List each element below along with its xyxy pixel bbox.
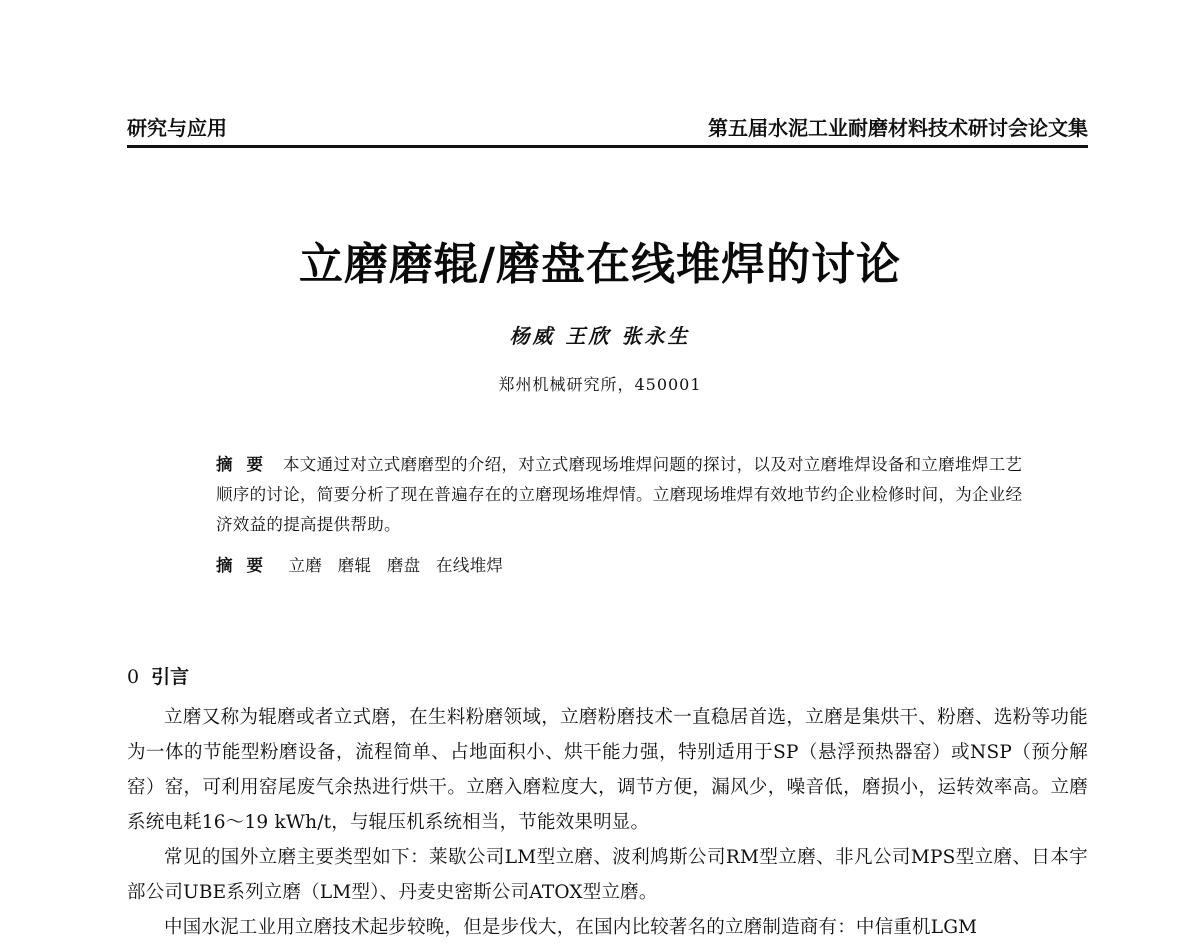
body-text [127,700,1088,945]
authors: 杨威 王欣 张永生 [509,324,691,348]
keyword: 磨盘 [386,556,421,575]
paper-title: 立磨磨辊/磨盘在线堆焊的讨论 [298,239,902,290]
section-heading [127,662,189,689]
abstract-label: 摘要 [216,455,277,474]
header-section-label: 研究与应用 [127,116,227,140]
keyword: 立磨 [288,556,323,575]
paragraph: 立磨又称为辊磨或者立式磨，在生料粉磨领域，立磨粉磨技术一直稳居首选，立磨是集烘干、粉磨、选粉等功能为一体的节能型粉磨设备，流程简单、占地面积小、烘干能力强，特别适用于SP（悬浮预热器窑）或NSP（预分解窑）窑，可利用窑尾废气余热进行烘干。立磨入磨粒度大，调节方便，漏风少，噪音低，磨损小，运转效率高。立磨系统电耗16～19 kWh/t，与辊压机系统相当，节能效果明显。 [127,707,1088,833]
keyword: 磨辊 [337,556,372,575]
section-number: 0 [127,666,140,688]
abstract-text: 本文通过对立式磨磨型的介绍，对立式磨现场堆焊问题的探讨，以及对立磨堆焊设备和立磨堆焊工艺顺序的讨论，简要分析了现在普遍存在的立磨现场堆焊情。立磨现场堆焊有效地节约企业检修时间，为企业经济效益的提高提供帮助。 [216,455,1023,534]
keywords-label: 摘要 [216,556,277,575]
paragraph: 常见的国外立磨主要类型如下：莱歇公司LM型立磨、波利鸠斯公司RM型立磨、非凡公司MPS型立磨、日本宇部公司UBE系列立磨（LM型）、丹麦史密斯公司ATOX型立磨。 [127,847,1088,903]
paragraph: 中国水泥工业用立磨技术起步较晚，但是步伐大，在国内比较著名的立磨制造商有：中信重机LGM [164,917,978,938]
header-rule [127,145,1088,148]
abstract [183,450,1033,540]
keyword: 在线堆焊 [436,556,504,575]
affiliation: 郑州机械研究所，450001 [498,375,702,394]
keywords [216,552,513,576]
section-title: 引言 [151,666,190,688]
abstract-body [183,450,1033,540]
running-header [127,112,1088,142]
header-proceedings-title: 第五届水泥工业耐磨材料技术研讨会论文集 [708,116,1088,140]
